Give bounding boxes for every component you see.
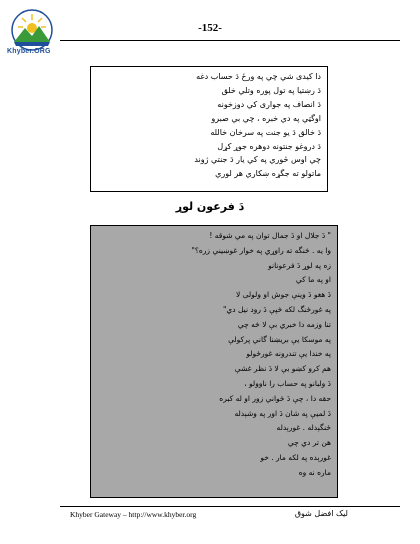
footer-website: Khyber Gateway – http://www.khyber.org: [70, 510, 197, 519]
prose-line: ماره نه وه: [298, 467, 331, 477]
page-number: -152-: [198, 22, 222, 34]
prose-box: [90, 225, 338, 498]
prose-line: حقه دا ، چې دَ ځواني زور او له کبره: [219, 393, 331, 403]
prose-line: زه په لوړ دَ فرعونانو: [268, 260, 331, 270]
prose-line: دَ ولبانو په حساب را ناوولو ،: [244, 378, 331, 388]
poem-line: دَ رښتيا په تول پوره وتلي خلق: [221, 85, 321, 95]
poem-line: دا کيدی شي چي په ورځ دَ حساب دغه: [196, 72, 321, 81]
header-rule: [60, 40, 400, 41]
prose-line: وا يه . څنگه ته راوړي په خوار غوښيني زره؟": [191, 245, 331, 255]
prose-line: په موسکا يې بريښنا گاني پرکولې: [228, 334, 331, 344]
prose-line: غورېده په لکه مار . خو: [260, 452, 331, 462]
prose-line: " دَ جلال او دَ جمال توان په مي شوقه !: [209, 231, 331, 240]
prose-line: هن تر دي چي: [287, 438, 331, 448]
poem-box: [90, 66, 328, 192]
poem-line: اوگټي په دي خبره ، چي بي صبرو: [211, 113, 321, 123]
prose-line: دَ لميې په شان دَ اور په وشېدله: [234, 408, 331, 418]
section-heading: دَ فرعون لوړ: [175, 200, 245, 213]
prose-line: په غورځنگ لکه څپې دَ رود نيل دي": [222, 304, 331, 314]
prose-line: دَ هغو دَ وينې جوش او ولولی لا: [235, 290, 331, 300]
prose-line: هم کرو کښو بې لا دَ نظر غشې: [234, 364, 331, 374]
footer-author: ليک افضل شوق: [294, 509, 348, 518]
logo-text: Khyber.ORG: [7, 48, 51, 55]
prose-line: تنا وزمه دا خبري بې لا څه چي: [237, 319, 331, 329]
prose-line: او په ما کي: [295, 275, 331, 285]
poem-line: چي اوس څوري په کي يار دَ جنتي ژوند: [194, 155, 321, 165]
poem-line: دَ خالق دَ يو جنت په سرخان خالله: [210, 127, 321, 137]
poem-line: دَ انصاف په جواری کي دوزخونه: [217, 99, 321, 109]
prose-line: په خندا يې تندرونه غورځولو: [246, 349, 331, 359]
footer-rule: [60, 506, 400, 507]
prose-line: ځنگېدله . غورېدله: [276, 423, 331, 433]
poem-line: ماتولو ته جگړه ښکاري هر لوري: [215, 169, 321, 179]
poem-line: دَ دروغو جنتونه دوهره جوړ کړل: [217, 141, 321, 151]
